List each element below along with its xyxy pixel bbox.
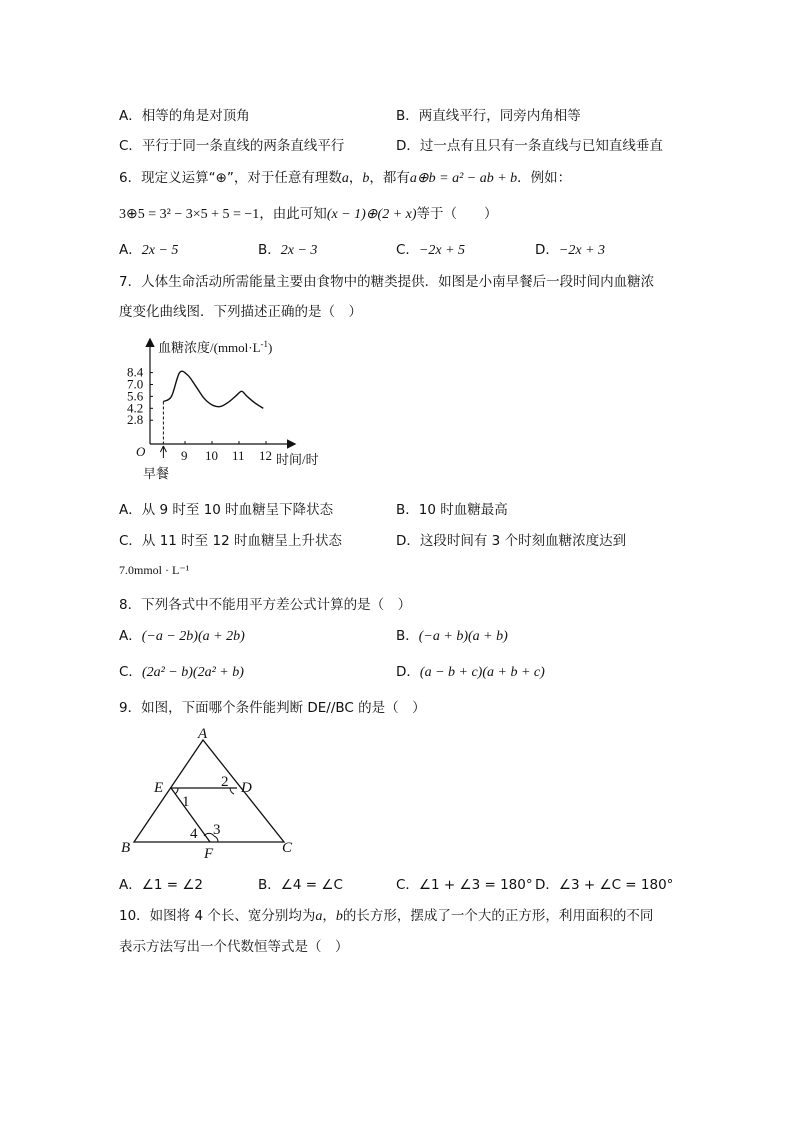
x-tick-label: 12 bbox=[259, 448, 272, 463]
q7-option-c: C．从 11 时至 12 时血糖呈上升状态 bbox=[119, 533, 342, 549]
angle-4-label: 4 bbox=[190, 826, 198, 842]
angle-1-arc bbox=[175, 788, 178, 794]
blood-sugar-curve bbox=[163, 371, 263, 408]
q6-option-a: A．2x − 5 bbox=[119, 242, 179, 258]
q9-option-d: D．∠3 + ∠C = 180° bbox=[535, 877, 674, 893]
x-axis-label: 时间/时 bbox=[276, 452, 319, 467]
x-tick-label: 11 bbox=[232, 448, 245, 463]
q6-rule: a⊕b = a² − ab + b bbox=[409, 171, 518, 186]
q8-option-c: C．(2a² − b)(2a² + b) bbox=[119, 664, 244, 680]
point-e-label: E bbox=[154, 780, 164, 796]
triangle-figure bbox=[118, 724, 308, 864]
q7-option-b: B．10 时血糖最高 bbox=[396, 502, 508, 518]
q9-stem: 9．如图，下面哪个条件能判断 DE//BC 的是（ ） bbox=[119, 700, 426, 716]
q6-stem-text1: 6．现定义运算“⊕”，对于任意有理数 bbox=[119, 170, 342, 186]
point-d-label: D bbox=[241, 780, 252, 796]
q7-stem-line1: 7．人体生命活动所需能量主要由食物中的糖类提供．如图是小南早餐后一段时间内血糖浓 bbox=[119, 274, 655, 290]
q10-stem-line2: 表示方法写出一个代数恒等式是（ ） bbox=[119, 939, 349, 955]
angle-2-arc bbox=[230, 788, 234, 794]
q7-stem-line2: 度变化曲线图．下列描述正确的是（ ） bbox=[119, 304, 362, 320]
angle-1-label: 1 bbox=[182, 794, 190, 810]
q10-var-b: b bbox=[335, 909, 343, 924]
breakfast-label: 早餐 bbox=[143, 466, 170, 481]
y-axis-label: 血糖浓度$/(mmol\cdot L^{-1})$ bbox=[158, 339, 273, 355]
y-tick-label: 4.2 bbox=[127, 400, 144, 416]
x-tick-label: 9 bbox=[181, 448, 188, 463]
y-tick-label: 8.4 bbox=[127, 364, 144, 380]
q7-option-d-continued: 7.0mmol · L⁻¹ bbox=[119, 563, 190, 577]
q5-option-b: B．两直线平行，同旁内角相等 bbox=[396, 108, 581, 124]
q6-expression: (x − 1)⊕(2 + x) bbox=[326, 207, 417, 222]
q8-stem: 8．下列各式中不能用平方差公式计算的是（ ） bbox=[119, 597, 412, 613]
q10-stem-line1: 10．如图将 4 个长、宽分别均为a，b的长方形，摆成了一个大的正方形，利用面积的不同 bbox=[119, 908, 654, 924]
q5-option-c: C．平行于同一条直线的两条直线平行 bbox=[119, 138, 345, 154]
x-tick-label: 10 bbox=[205, 448, 218, 463]
q6-stem-text3: ．例如： bbox=[517, 170, 572, 186]
q10-var-a: a bbox=[315, 909, 323, 924]
y-tick-label: 5.6 bbox=[127, 388, 144, 404]
q6-option-d: D．−2x + 3 bbox=[535, 242, 606, 258]
q9-option-b: B．∠4 = ∠C bbox=[258, 877, 343, 893]
origin-label: O bbox=[136, 444, 146, 459]
point-f-label: F bbox=[204, 846, 214, 862]
breakfast-arrow bbox=[160, 446, 166, 458]
y-tick-label: 2.8 bbox=[127, 412, 144, 428]
angle-2-label: 2 bbox=[221, 774, 229, 790]
y-tick-label: 7.0 bbox=[127, 376, 144, 392]
angle-3-label: 3 bbox=[213, 822, 221, 838]
q8-option-a: A．(−a − 2b)(a + 2b) bbox=[119, 628, 245, 644]
q6-var-a: a bbox=[341, 171, 349, 186]
point-b-label: B bbox=[121, 840, 131, 856]
q6-option-c: C．−2x + 5 bbox=[396, 242, 466, 258]
q7-option-d: D．这段时间有 3 个时刻血糖浓度达到 bbox=[396, 533, 627, 549]
q5-option-d: D．过一点有且只有一条直线与已知直线垂直 bbox=[396, 138, 663, 154]
point-a-label: A bbox=[198, 726, 208, 742]
q5-option-a: A．相等的角是对顶角 bbox=[119, 108, 250, 124]
q6-example: 3⊕5 = 3² − 3×5 + 5 = −1 bbox=[119, 207, 260, 222]
q6-stem-text5: 等于（ ） bbox=[416, 206, 498, 222]
q6-option-b: B．2x − 3 bbox=[258, 242, 318, 258]
q6-separator: ， bbox=[348, 170, 363, 186]
q6-var-b: b bbox=[362, 171, 370, 186]
point-c-label: C bbox=[282, 840, 293, 856]
blood-sugar-chart bbox=[118, 334, 338, 484]
q6-stem-line1 bbox=[119, 166, 571, 187]
q8-option-b: B．(−a + b)(a + b) bbox=[396, 628, 508, 644]
q6-stem-text2: ，都有 bbox=[369, 170, 410, 186]
q6-stem-line2 bbox=[119, 202, 498, 223]
q7-option-a: A．从 9 时至 10 时血糖呈下降状态 bbox=[119, 502, 334, 518]
q8-option-d: D．(a − b + c)(a + b + c) bbox=[396, 664, 545, 680]
q6-stem-text4: ，由此可知 bbox=[259, 206, 327, 222]
q9-option-a: A．∠1 = ∠2 bbox=[119, 877, 204, 893]
q9-option-c: C．∠1 + ∠3 = 180° bbox=[396, 877, 533, 893]
